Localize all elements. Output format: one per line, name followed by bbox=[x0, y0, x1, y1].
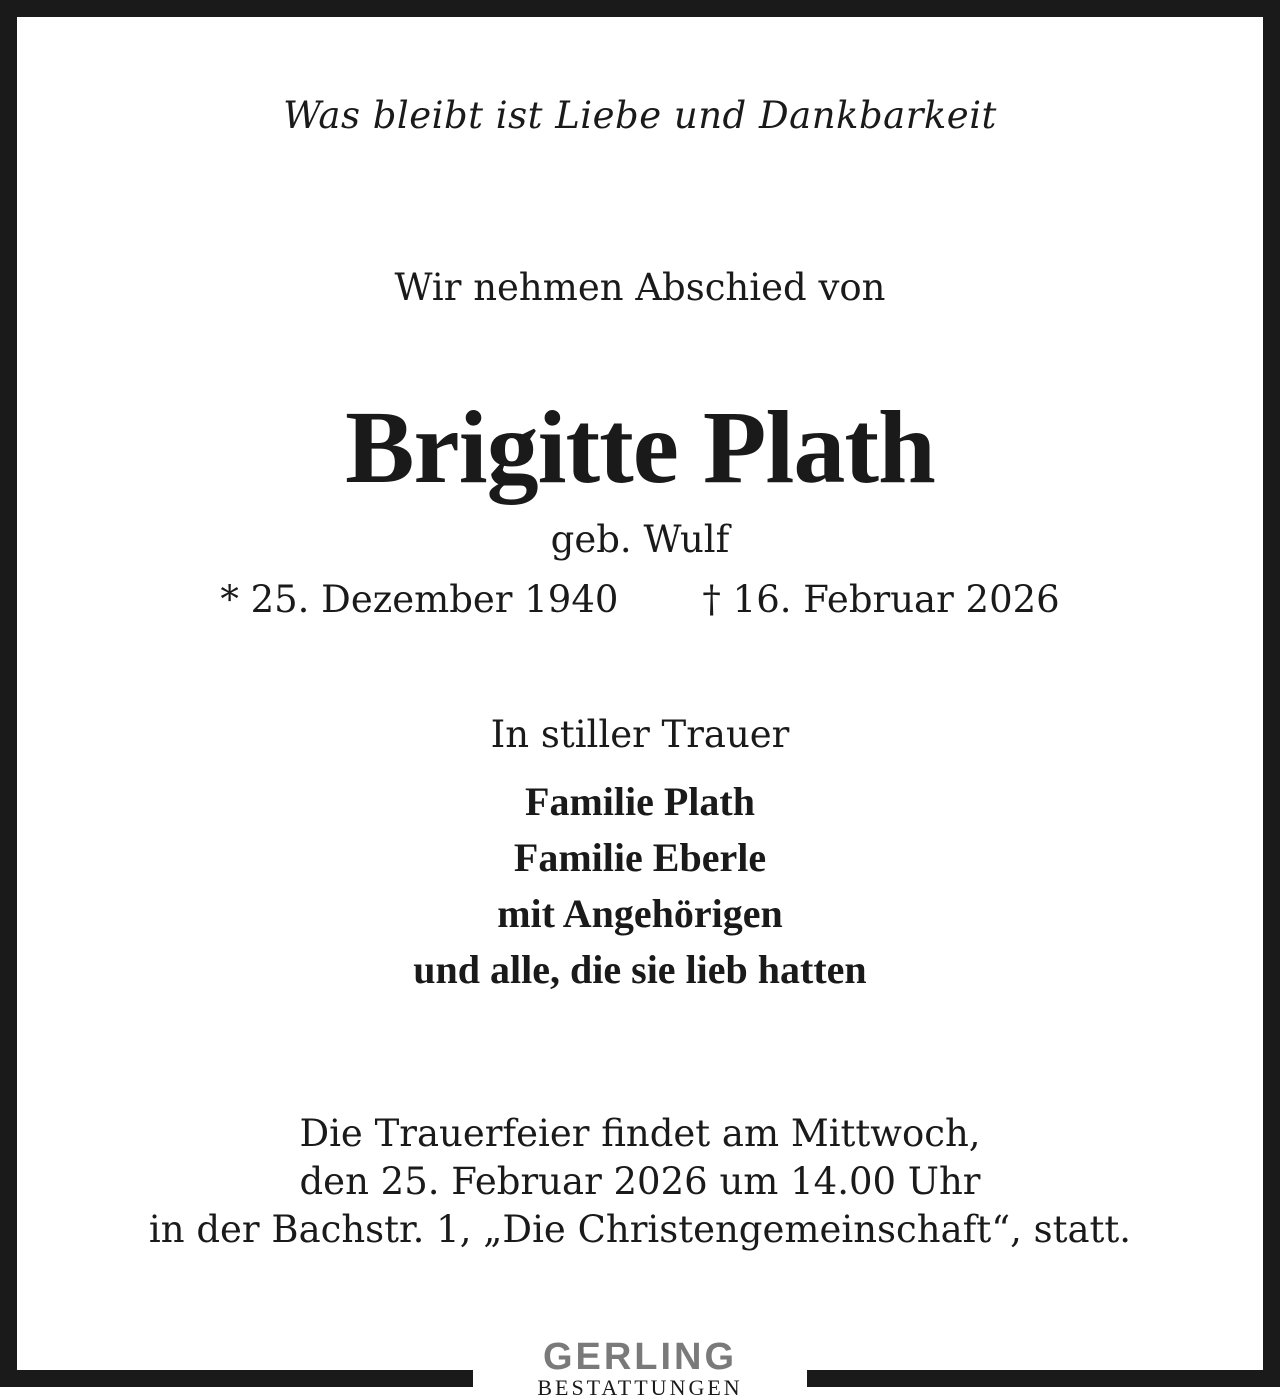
border-bottom-right bbox=[807, 1370, 1280, 1387]
mourner-line: mit Angehörigen bbox=[497, 891, 783, 936]
birth-date: * 25. Dezember 1940 bbox=[220, 578, 619, 621]
service-line: den 25. Februar 2026 um 14.00 Uhr bbox=[299, 1160, 981, 1203]
service-line: Die Trauerfeier findet am Mittwoch, bbox=[299, 1112, 981, 1155]
life-dates bbox=[0, 578, 1280, 621]
funeral-home-logo bbox=[473, 1338, 807, 1400]
intro-text: Wir nehmen Abschied von bbox=[394, 266, 886, 309]
mourner-line: Familie Plath bbox=[525, 779, 755, 824]
border-top bbox=[0, 0, 1280, 17]
border-bottom-left bbox=[0, 1370, 473, 1387]
logo-subtitle: BESTATTUNGEN bbox=[537, 1375, 743, 1400]
mourners-list bbox=[0, 774, 1280, 998]
death-date: † 16. Februar 2026 bbox=[702, 578, 1060, 621]
motto: Was bleibt ist Liebe und Dankbarkeit bbox=[283, 94, 997, 137]
mourner-line: Familie Eberle bbox=[513, 835, 767, 880]
service-line: in der Bachstr. 1, „Die Christengemeinschaft“, statt. bbox=[148, 1208, 1132, 1251]
logo-wordmark: GERLING bbox=[542, 1336, 738, 1378]
mourner-line: und alle, die sie lieb hatten bbox=[413, 947, 867, 992]
deceased-name: Brigitte Plath bbox=[345, 390, 935, 505]
mourning-intro: In stiller Trauer bbox=[490, 713, 790, 756]
service-info bbox=[0, 1110, 1280, 1254]
maiden-name: geb. Wulf bbox=[550, 518, 730, 561]
